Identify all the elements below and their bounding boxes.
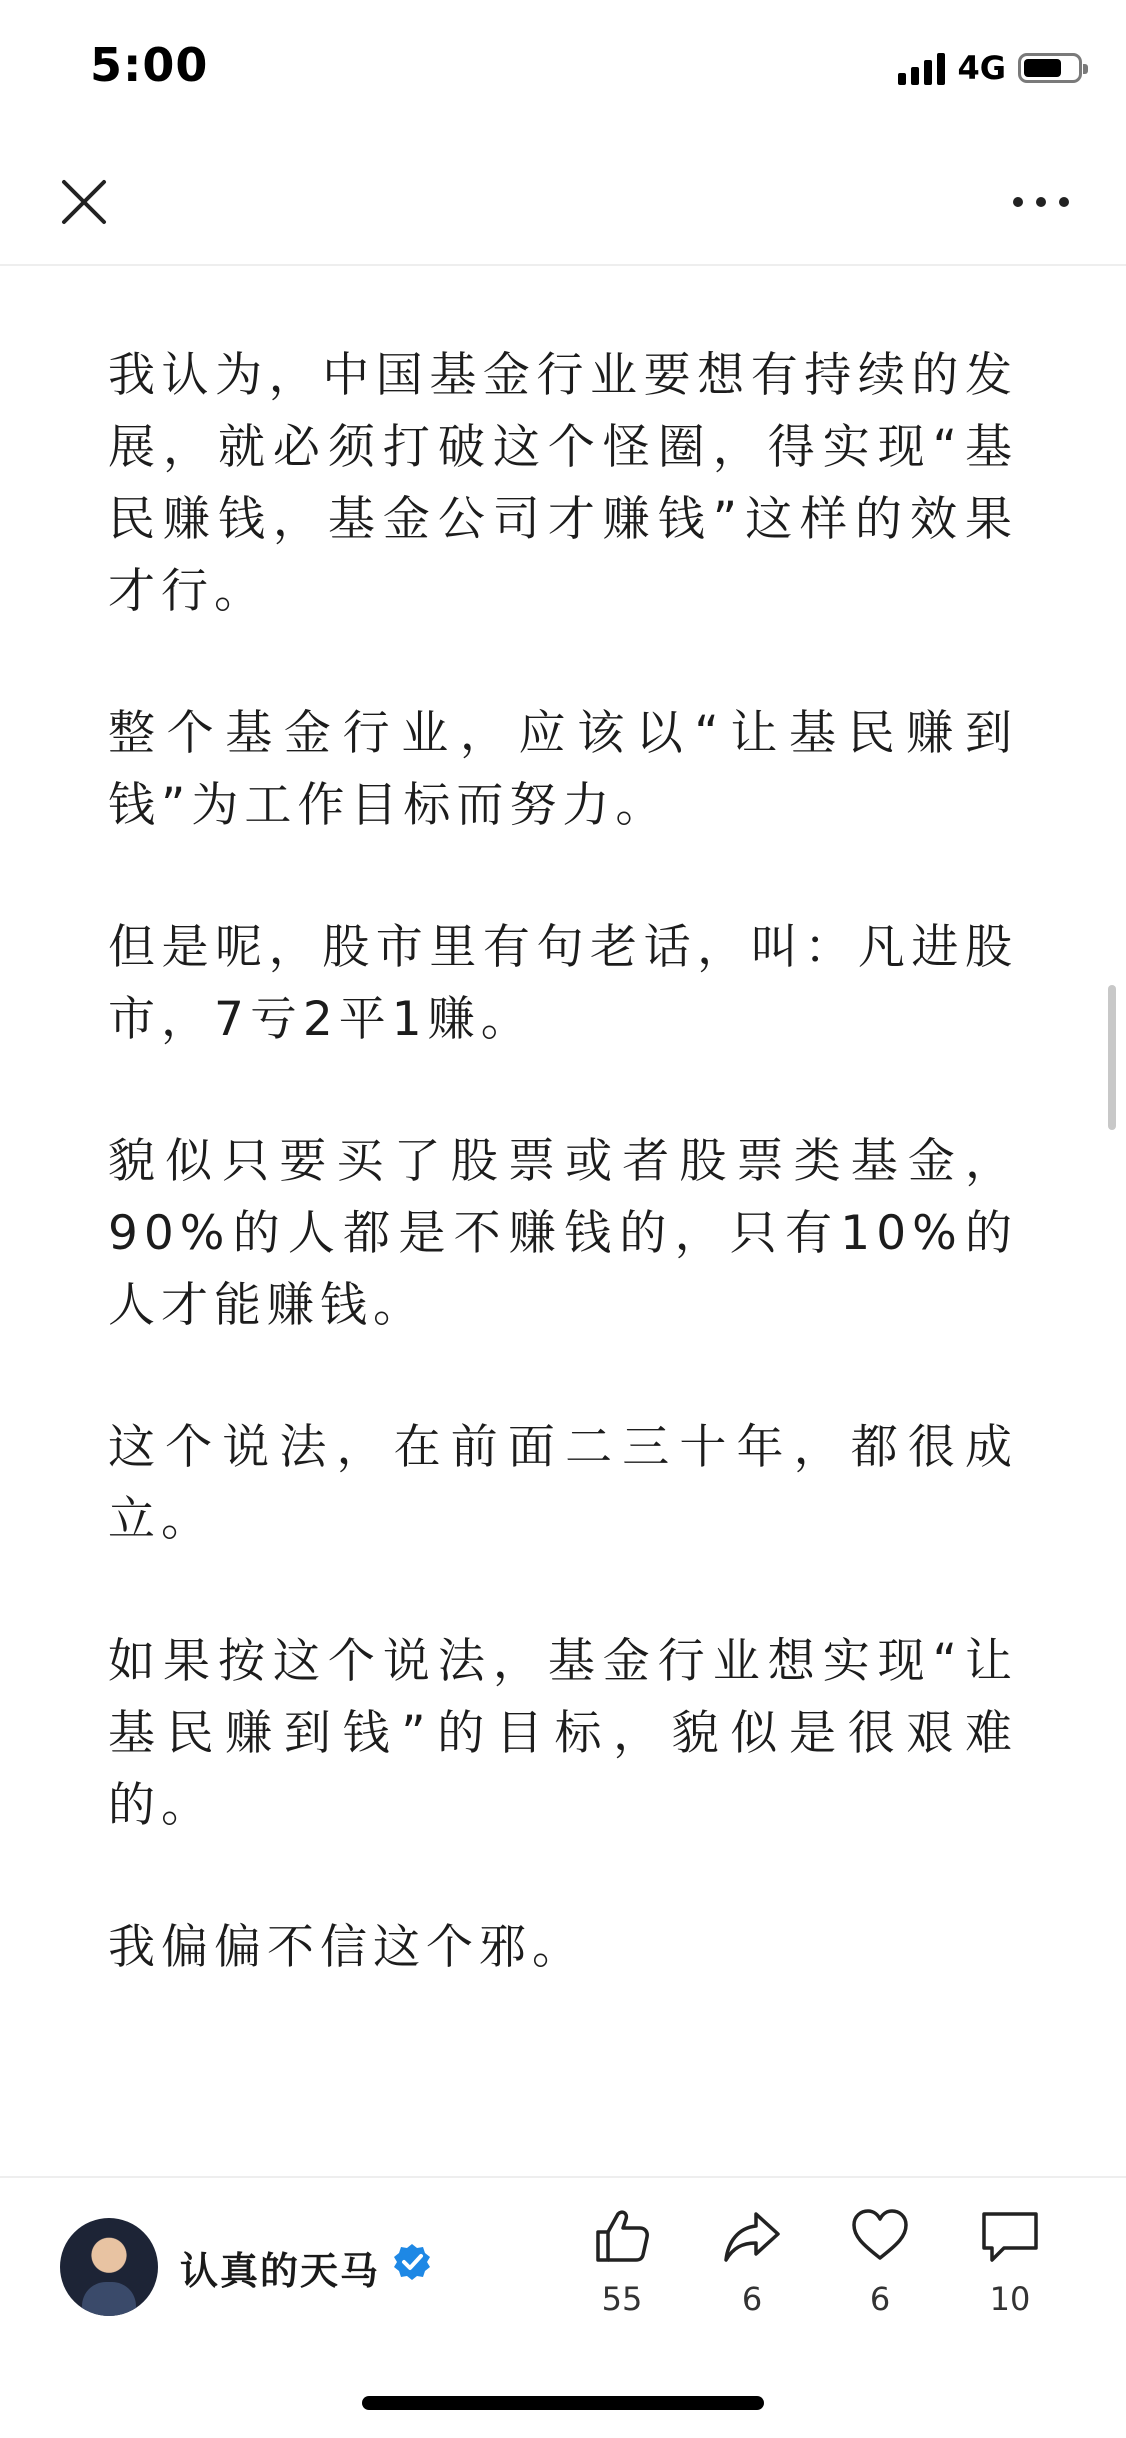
share-button[interactable] bbox=[702, 2206, 802, 2318]
share-count: 6 bbox=[741, 2280, 763, 2318]
scroll-indicator[interactable] bbox=[1108, 985, 1116, 1130]
comment-button[interactable] bbox=[960, 2206, 1060, 2318]
favorite-button[interactable] bbox=[830, 2206, 930, 2318]
favorite-count: 6 bbox=[869, 2280, 891, 2318]
article-paragraph: 整个基金行业，应该以“让基民赚到钱”为工作目标而努力。 bbox=[108, 706, 1018, 833]
signal-icon bbox=[898, 51, 945, 85]
article-paragraph: 这个说法，在前面二三十年，都很成立。 bbox=[108, 1420, 1018, 1547]
article-paragraph: 但是呢，股市里有句老话，叫：凡进股市，7亏2平1赚。 bbox=[108, 920, 1018, 1047]
article-paragraph: 我认为，中国基金行业要想有持续的发展，就必须打破这个怪圈，得实现“基民赚钱，基金公司才赚钱”这样的效果才行。 bbox=[108, 348, 1018, 619]
like-count: 55 bbox=[601, 2280, 643, 2318]
heart-icon bbox=[850, 2206, 910, 2266]
more-options-button[interactable] bbox=[1006, 176, 1076, 228]
verified-badge-icon bbox=[392, 2242, 432, 2282]
comment-count: 10 bbox=[989, 2280, 1031, 2318]
status-time: 5:00 bbox=[90, 38, 209, 92]
top-nav-bar bbox=[0, 140, 1126, 266]
close-button[interactable] bbox=[52, 170, 116, 234]
status-indicators bbox=[898, 48, 1082, 88]
like-button[interactable] bbox=[572, 2206, 672, 2318]
status-bar bbox=[0, 0, 1126, 140]
share-icon bbox=[722, 2206, 782, 2266]
close-icon bbox=[52, 170, 116, 234]
network-type: 4G bbox=[957, 49, 1006, 87]
article-paragraph: 貌似只要买了股票或者股票类基金，90%的人都是不赚钱的，只有10%的人才能赚钱。 bbox=[108, 1134, 1018, 1333]
article-paragraph: 我偏偏不信这个邪。 bbox=[108, 1920, 585, 1975]
more-dots-icon bbox=[1006, 176, 1076, 228]
thumbs-up-icon bbox=[592, 2206, 652, 2266]
author-avatar[interactable] bbox=[60, 2218, 158, 2316]
home-indicator[interactable] bbox=[362, 2396, 764, 2410]
comment-icon bbox=[980, 2206, 1040, 2266]
author-name[interactable]: 认真的天马 bbox=[180, 2249, 381, 2293]
article-body bbox=[108, 340, 1018, 2054]
battery-icon bbox=[1018, 53, 1082, 83]
article-paragraph: 如果按这个说法，基金行业想实现“让基民赚到钱”的目标，貌似是很艰难的。 bbox=[108, 1634, 1018, 1833]
